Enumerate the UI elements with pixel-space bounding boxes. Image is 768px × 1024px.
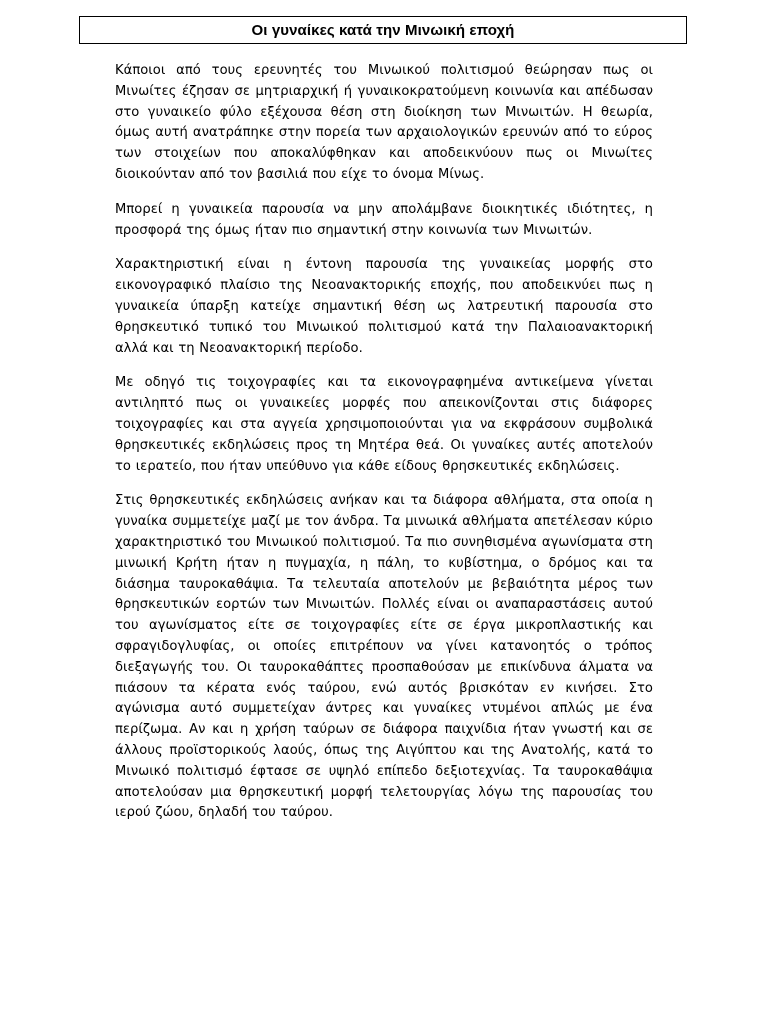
paragraph-4: Με οδηγό τις τοιχογραφίες και τα εικονογραφημένα αντικείμενα γίνεται αντιληπτό πως οι γυναικείες μορφές που απεικονίζονται στις διάφορες τοιχογραφίες και στα αγγεία χρησιμοποιούνται για να εκφράσουν συμβολικά θρησκευτικές εκδηλώσεις προς τη Μητέρα θεά. Οι γυναίκες αυτές αποτελούν το ιερατείο, που ήταν υπεύθυνο για κάθε είδους θρησκευτικές εκδηλώσεις. [115, 375, 653, 474]
title-box [79, 16, 687, 44]
paragraph-5: Στις θρησκευτικές εκδηλώσεις ανήκαν και τα διάφορα αθλήματα, στα οποία η γυναίκα συμμετείχε μαζί με τον άνδρα. Τα μινωικά αθλήματα απετέλεσαν κύριο χαρακτηριστικό του Μινωικού πολιτισμού. Τα πιο συνηθισμένα αγωνίσματα στη μινωική Κρήτη ήταν η πυγμαχία, η πάλη, το κυβίστημα, ο δρόμος και τα διάσημα ταυροκαθάψια. Τα τελευταία αποτελούν με βεβαιότητα μέρος των θρησκευτικών εορτών των Μινωιτών. Πολλές είναι οι αναπαραστάσεις αυτού του αγωνίσματος είτε σε τοιχογραφίες είτε σε έργα μικροπλαστικής και σφραγιδογλυφίας, οι οποίες επιτρέπουν να γίνει κατανοητός ο τρόπος διεξαγωγής του. Οι ταυροκαθάπτες προσπαθούσαν με επικίνδυνα άλματα να πιάσουν τα κέρατα ενός ταύρου, ενώ αυτός βρισκόταν εν κινήσει. Στο αγώνισμα αυτό συμμετείχαν άντρες και γυναίκες ντυμένοι απλώς με ένα περίζωμα. Αν και η χρήση ταύρων σε διάφορα παιχνίδια ήταν γνωστή και σε άλλους προϊστορικούς λαούς, όπως της Αιγύπτου και της Ανατολής, κατά το Μινωικό πολιτισμό έφτασε σε υψηλό επίπεδο δεξιοτεχνίας. Τα ταυροκαθάψια αποτελούσαν μια θρησκευτική μορφή τελετουργίας λόγω της παρουσίας του ιερού ζώου, δηλαδή του ταύρου. [115, 493, 653, 821]
document-title: Οι γυναίκες κατά την Μινωική εποχή [251, 21, 515, 39]
document-body [115, 61, 653, 838]
paragraph-2: Μπορεί η γυναικεία παρουσία να μην απολάμβανε διοικητικές ιδιότητες, η προσφορά της όμως ήταν πιο σημαντική στην κοινωνία των Μινωιτών. [115, 201, 653, 238]
paragraph-3: Χαρακτηριστική είναι η έντονη παρουσία της γυναικείας μορφής στο εικονογραφικό πλαίσιο της Νεοανακτορικής εποχής, που αποδεικνύει πως η γυναικεία ύπαρξη κατείχε σημαντική θέση ως λατρευτική παρουσία στο θρησκευτικό τυπικό του Μινωικού πολιτισμού κατά την Παλαιοανακτορική αλλά και τη Νεοανακτορική περίοδο. [115, 257, 653, 356]
paragraph-1: Κάποιοι από τους ερευνητές του Μινωικού πολιτισμού θεώρησαν πως οι Μινωίτες έζησαν σε μητριαρχική ή γυναικοκρατούμενη κοινωνία και απέδωσαν στο γυναικείο φύλο εξέχουσα θέση στη διοίκηση των Μινωιτών. Η θεωρία, όμως αυτή ανατράπηκε στην πορεία των αρχαιολογικών ερευνών από το εύρος των στοιχείων που αποκαλύφθηκαν και αποδεικνύουν πως οι Μινωίτες διοικούνταν από τον βασιλιά που είχε το όνομα Μίνως. [115, 63, 653, 182]
